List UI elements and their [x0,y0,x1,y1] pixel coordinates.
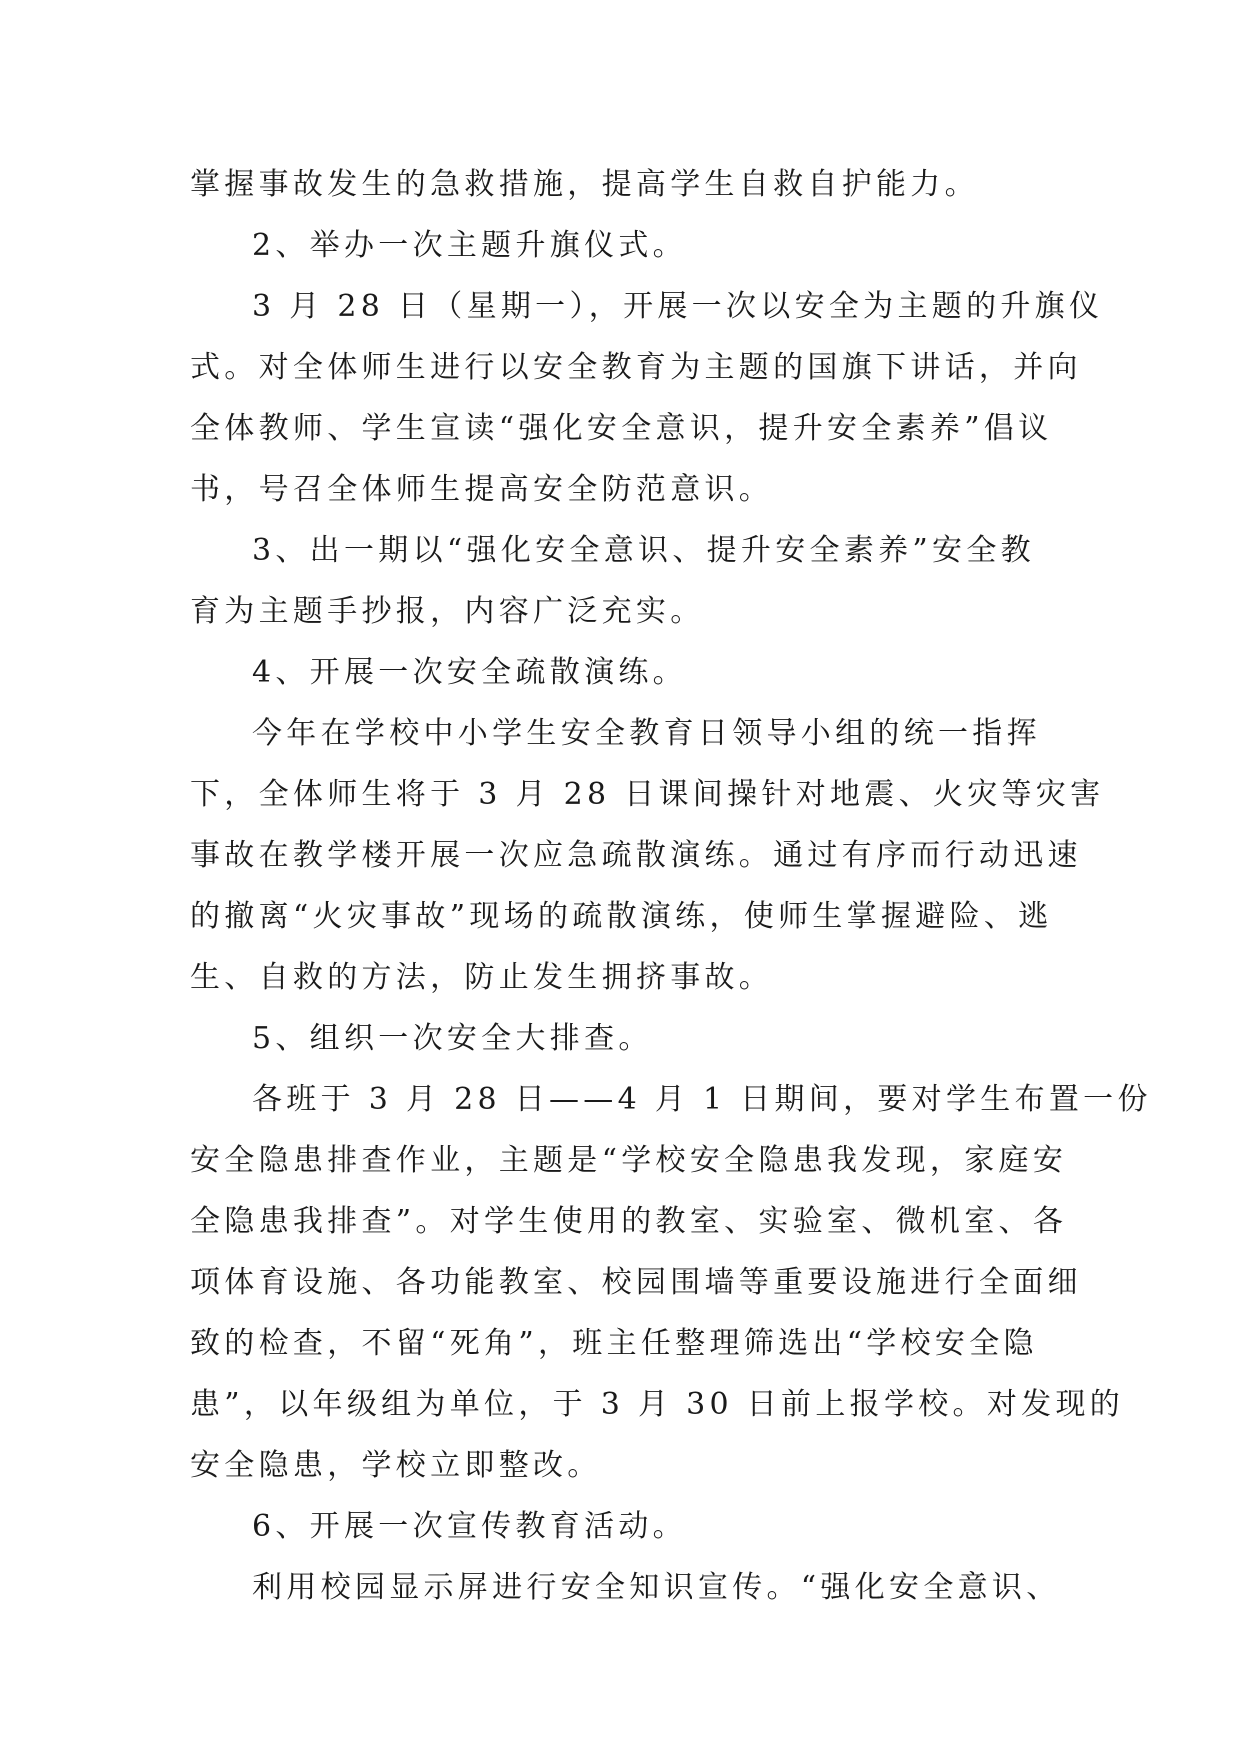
text-line: 今年在学校中小学生安全教育日领导小组的统一指挥 [252,716,1041,751]
text-line: 全体教师、学生宣读“强化安全意识，提升安全素养”倡议 [190,411,1053,446]
text-line: 3 月 28 日（星期一），开展一次以安全为主题的升旗仪 [252,289,1104,324]
section-heading-3: 3、出一期以“强化安全意识、提升安全素养”安全教 [252,533,1035,568]
text-line: 安全隐患，学校立即整改。 [190,1448,602,1483]
text-line: 安全隐患排查作业，主题是“学校安全隐患我发现，家庭安 [190,1143,1068,1178]
text-line: 掌握事故发生的急救措施，提高学生自救自护能力。 [190,167,979,202]
text-line: 育为主题手抄报，内容广泛充实。 [190,594,705,629]
document-body [190,154,1152,1618]
text-line: 的撤离“火灾事故”现场的疏散演练，使师生掌握避险、逃 [190,899,1053,934]
text-line: 事故在教学楼开展一次应急疏散演练。通过有序而行动迅速 [190,838,1082,873]
section-heading-4: 4、开展一次安全疏散演练。 [252,655,687,690]
text-line: 生、自救的方法，防止发生拥挤事故。 [190,960,774,995]
text-line: 下，全体师生将于 3 月 28 日课间操针对地震、火灾等灾害 [190,777,1105,812]
text-line: 致的检查，不留“死角”，班主任整理筛选出“学校安全隐 [190,1326,1038,1361]
text-line: 各班于 3 月 28 日——4 月 1 日期间，要对学生布置一份 [252,1082,1152,1117]
text-line: 患”，以年级组为单位，于 3 月 30 日前上报学校。对发现的 [190,1387,1125,1422]
text-line: 全隐患我排查”。对学生使用的教室、实验室、微机室、各 [190,1204,1068,1239]
section-heading-2: 2、举办一次主题升旗仪式。 [252,228,687,263]
text-line: 式。对全体师生进行以安全教育为主题的国旗下讲话，并向 [190,350,1082,385]
text-line: 项体育设施、各功能教室、校园围墙等重要设施进行全面细 [190,1265,1082,1300]
text-line: 书，号召全体师生提高安全防范意识。 [190,472,774,507]
section-heading-6: 6、开展一次宣传教育活动。 [252,1509,687,1544]
section-heading-5: 5、组织一次安全大排查。 [252,1021,653,1056]
text-line: 利用校园显示屏进行安全知识宣传。“强化安全意识、 [252,1570,1061,1605]
